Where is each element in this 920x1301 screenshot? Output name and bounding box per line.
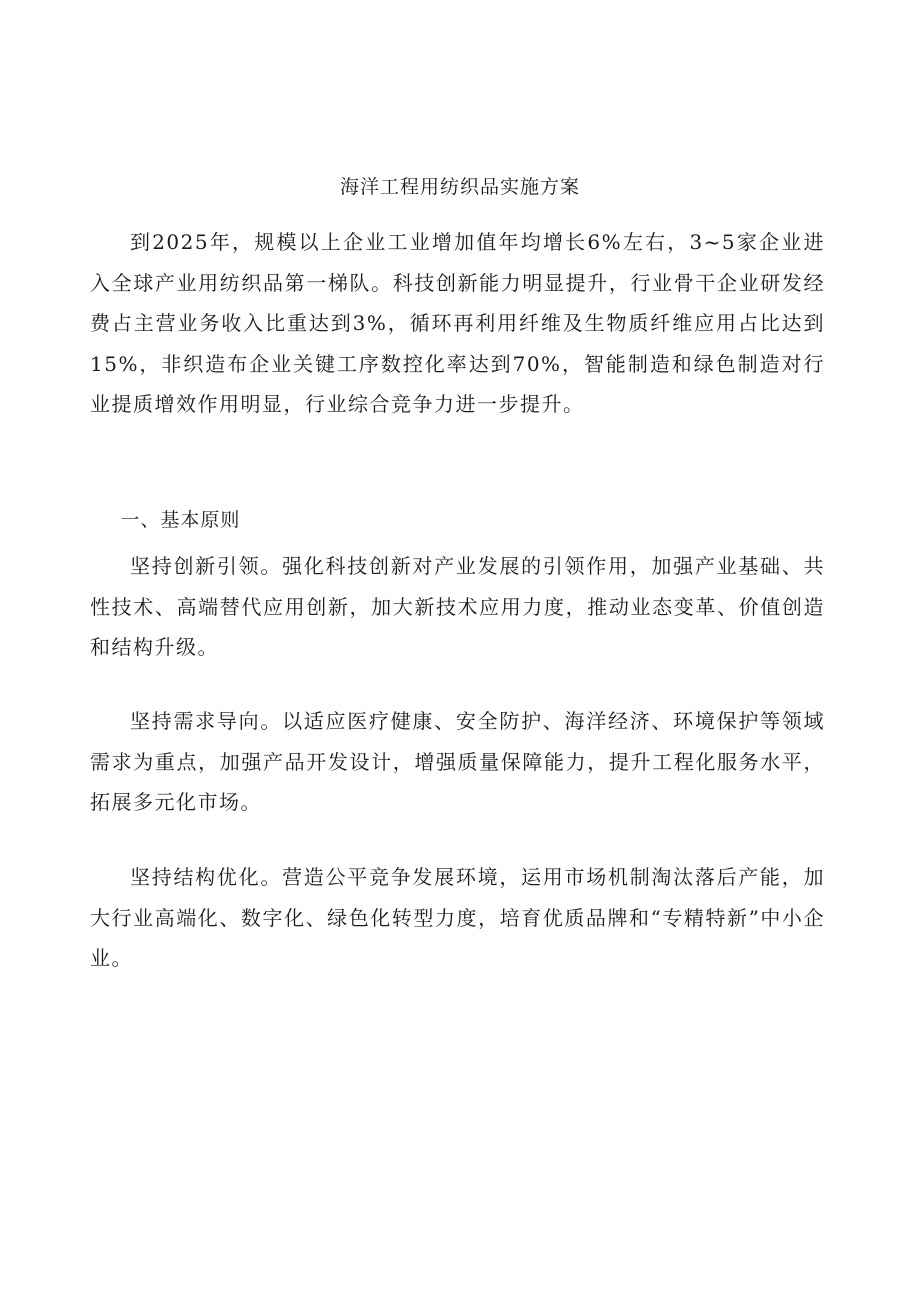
intro-paragraph: 到2025年，规模以上企业工业增加值年均增长6%左右，3~5家企业进入全球产业用纺织品第一梯队。科技创新能力明显提升，行业骨干企业研发经费占主营业务收入比重达到3%，循环再利用纤维及生物质纤维应用占比达到15%，非织造布企业关键工序数控化率达到70%，智能制造和绿色制造对行业提质增效作用明显，行业综合竞争力进一步提升。 bbox=[90, 230, 825, 416]
document-title: 海洋工程用纺织品实施方案 bbox=[339, 176, 580, 198]
principle-paragraph-structure: 坚持结构优化。营造公平竞争发展环境，运用市场机制淘汰落后产能，加大行业高端化、数字化、绿色化转型力度，培育优质品牌和“专精特新”中小企业。 bbox=[90, 865, 825, 970]
principle-paragraph-innovation: 坚持创新引领。强化科技创新对产业发展的引领作用，加强产业基础、共性技术、高端替代应用创新，加大新技术应用力度，推动业态变革、价值创造和结构升级。 bbox=[90, 554, 825, 659]
principle-paragraph-demand: 坚持需求导向。以适应医疗健康、安全防护、海洋经济、环境保护等领域需求为重点，加强产品开发设计，增强质量保障能力，提升工程化服务水平，拓展多元化市场。 bbox=[90, 709, 825, 814]
section-heading-basic-principles: 一、基本原则 bbox=[120, 509, 241, 531]
